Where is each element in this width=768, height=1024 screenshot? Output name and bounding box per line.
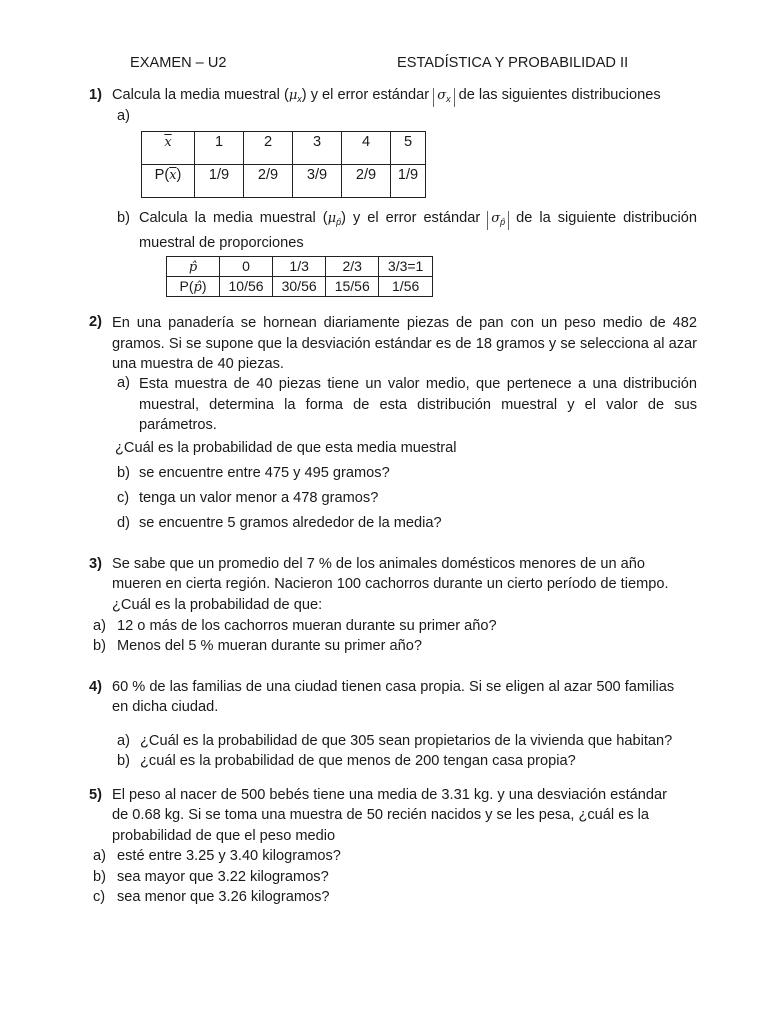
mu-symbol: μ <box>288 88 298 103</box>
q3-line: ¿Cuál es la probabilidad de que: <box>112 597 323 613</box>
table-cell: 2/3 <box>326 257 379 277</box>
table-cell: 0 <box>220 257 273 277</box>
table-cell: 5 <box>391 132 426 165</box>
table-cell: 4 <box>342 132 391 165</box>
q2-number: 2) <box>89 314 102 330</box>
table-cell: 3 <box>293 132 342 165</box>
q5-line: probabilidad de que el peso medio <box>112 828 336 844</box>
q1-a-label: a) <box>117 108 130 124</box>
q5-c-text: sea menor que 3.26 kilogramos? <box>117 889 330 905</box>
q4-b-text: ¿cuál es la probabilidad de que menos de 200 tengan casa propia? <box>140 753 576 769</box>
course-title: ESTADÍSTICA Y PROBABILIDAD II <box>397 55 629 71</box>
table-header-cell: $\overline{x}$ <box>142 132 195 165</box>
table-header-cell: P(p̂) <box>167 277 220 297</box>
distribution-table-a <box>141 131 426 198</box>
sigma-box: $\sigma_{p̂}$ <box>487 211 509 230</box>
q4-line: 60 % de las familias de una ciudad tienen casa propia. Si se eligen al azar 500 familias <box>112 679 675 695</box>
table-header-cell: $P(\overline{x})$ <box>142 165 195 198</box>
q2-text: En una panadería se hornean diariamente piezas de pan con un peso medio de 482 gramos. Si se supone que la desviación estándar es de 18 gramos y se selecciona al azar una muestra de 40 piezas. <box>112 315 697 372</box>
q3-line: mueren en cierta región. Nacieron 100 cachorros durante un cierto período de tiempo. <box>112 576 669 592</box>
table-cell: 2/9 <box>244 165 293 198</box>
q2-a-label: a) <box>117 375 130 391</box>
q5-c-label: c) <box>93 889 106 905</box>
table-cell: 30/56 <box>273 277 326 297</box>
q2-c-label: c) <box>117 490 130 506</box>
table-header-cell: p̂ <box>167 257 220 277</box>
q5-b-label: b) <box>93 869 106 885</box>
table-cell: 1/3 <box>273 257 326 277</box>
table-cell: 1/9 <box>195 165 244 198</box>
q2-d-label: d) <box>117 515 130 531</box>
q3-line: Se sabe que un promedio del 7 % de los animales domésticos menores de un año <box>112 556 645 572</box>
q2-d-text: se encuentre 5 gramos alrededor de la media? <box>139 515 442 531</box>
table-cell: 15/56 <box>326 277 379 297</box>
q2-b-text: se encuentre entre 475 y 495 gramos? <box>139 465 390 481</box>
mu-subscript: x <box>297 94 302 104</box>
q2-question: ¿Cuál es la probabilidad de que esta media muestral <box>115 440 457 456</box>
q2-a-text: Esta muestra de 40 piezas tiene un valor medio, que pertenece a una distribución muestral, determina la forma de esta distribución muestral y el valor de sus parámetros. <box>139 376 697 433</box>
q5-line: El peso al nacer de 500 bebés tiene una media de 3.31 kg. y una desviación estándar <box>112 787 667 803</box>
q1-b-label: b) <box>117 210 130 226</box>
q5-number: 5) <box>89 787 102 803</box>
distribution-table-b <box>166 256 433 297</box>
q5-line: de 0.68 kg. Si se toma una muestra de 50 recién nacidos y se les pesa, ¿cuál es la <box>112 807 650 823</box>
q4-a-text: ¿Cuál es la probabilidad de que 305 sean propietarios de la vivienda que habitan? <box>140 733 673 749</box>
table-row <box>142 132 426 165</box>
table-cell: 3/3=1 <box>379 257 433 277</box>
q3-b-label: b) <box>93 638 106 654</box>
q3-number: 3) <box>89 556 102 572</box>
q3-a-text: 12 o más de los cachorros mueran durante su primer año? <box>117 618 497 634</box>
table-row <box>167 257 433 277</box>
table-cell: 1/9 <box>391 165 426 198</box>
q1-number: 1) <box>89 87 102 103</box>
q1-b-text: Calcula la media muestral $(\mu_{p̂})$ y el error estándar $\sigma_{p̂}$ de la siguiente distribución muestral de proporciones <box>139 210 697 251</box>
table-cell: 2 <box>244 132 293 165</box>
exam-title: EXAMEN – U2 <box>130 55 227 71</box>
q2-c-text: tenga un valor menor a 478 gramos? <box>139 490 379 506</box>
table-cell: 1/56 <box>379 277 433 297</box>
table-cell: 2/9 <box>342 165 391 198</box>
q3-b-text: Menos del 5 % mueran durante su primer año? <box>117 638 423 654</box>
sigma-box: $\sigma_x$ <box>433 88 454 107</box>
table-row <box>142 165 426 198</box>
q4-a-label: a) <box>117 733 130 749</box>
q4-number: 4) <box>89 679 102 695</box>
q3-a-label: a) <box>93 618 106 634</box>
table-cell: 3/9 <box>293 165 342 198</box>
q5-a-text: esté entre 3.25 y 3.40 kilogramos? <box>117 848 341 864</box>
table-cell: 1 <box>195 132 244 165</box>
q4-b-label: b) <box>117 753 130 769</box>
q5-a-label: a) <box>93 848 106 864</box>
q5-b-text: sea mayor que 3.22 kilogramos? <box>117 869 329 885</box>
q4-line: en dicha ciudad. <box>112 699 219 715</box>
table-row <box>167 277 433 297</box>
table-cell: 10/56 <box>220 277 273 297</box>
q1-text: Calcula la media muestral $(\mu_x)$ y el error estándar $\sigma_x$ de las siguientes distribuciones <box>112 87 661 107</box>
q2-b-label: b) <box>117 465 130 481</box>
